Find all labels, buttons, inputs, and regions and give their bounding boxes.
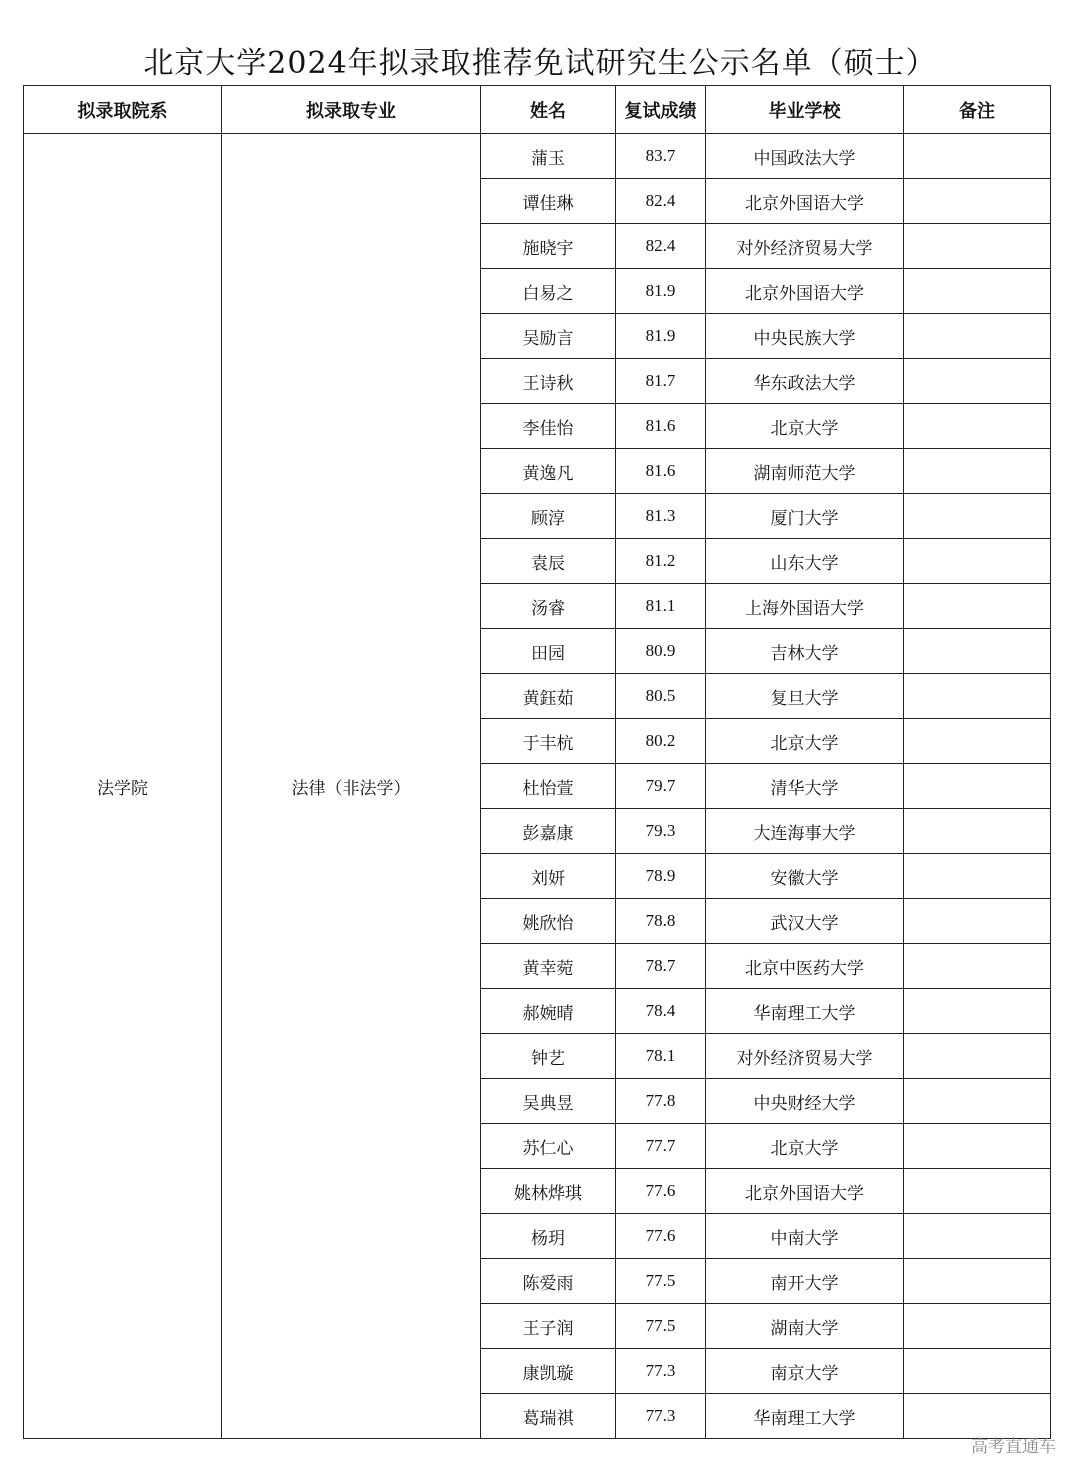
school-cell: 厦门大学 [706, 494, 904, 539]
score-cell: 77.5 [616, 1304, 706, 1349]
name-cell: 陈爱雨 [481, 1259, 616, 1304]
name-cell: 姚欣怡 [481, 899, 616, 944]
note-cell [904, 1124, 1051, 1169]
school-cell: 北京外国语大学 [706, 1169, 904, 1214]
school-cell: 北京大学 [706, 1124, 904, 1169]
score-cell: 81.9 [616, 314, 706, 359]
note-cell [904, 1349, 1051, 1394]
name-cell: 袁辰 [481, 539, 616, 584]
note-cell [904, 539, 1051, 584]
note-cell [904, 1304, 1051, 1349]
score-cell: 81.7 [616, 359, 706, 404]
score-cell: 81.9 [616, 269, 706, 314]
note-cell [904, 1079, 1051, 1124]
score-cell: 81.6 [616, 449, 706, 494]
table-row [24, 134, 1051, 179]
admission-table [23, 85, 1051, 1439]
note-cell [904, 764, 1051, 809]
note-cell [904, 854, 1051, 899]
score-cell: 81.6 [616, 404, 706, 449]
school-cell: 中央民族大学 [706, 314, 904, 359]
note-cell [904, 1034, 1051, 1079]
note-cell [904, 1169, 1051, 1214]
school-cell: 北京大学 [706, 404, 904, 449]
name-cell: 杨玥 [481, 1214, 616, 1259]
note-cell [904, 989, 1051, 1034]
name-cell: 黄幸菀 [481, 944, 616, 989]
note-cell [904, 359, 1051, 404]
school-cell: 中央财经大学 [706, 1079, 904, 1124]
note-cell [904, 809, 1051, 854]
note-cell [904, 494, 1051, 539]
department-cell: 法学院 [24, 134, 222, 1439]
header-major: 拟录取专业 [222, 86, 481, 134]
header-name: 姓名 [481, 86, 616, 134]
score-cell: 81.3 [616, 494, 706, 539]
note-cell [904, 1259, 1051, 1304]
header-school: 毕业学校 [706, 86, 904, 134]
school-cell: 对外经济贸易大学 [706, 1034, 904, 1079]
name-cell: 郝婉晴 [481, 989, 616, 1034]
score-cell: 83.7 [616, 134, 706, 179]
name-cell: 姚林烨琪 [481, 1169, 616, 1214]
score-cell: 78.1 [616, 1034, 706, 1079]
score-cell: 82.4 [616, 179, 706, 224]
score-cell: 81.1 [616, 584, 706, 629]
watermark-text: 高考直通车 [971, 1437, 1056, 1457]
score-cell: 77.5 [616, 1259, 706, 1304]
name-cell: 彭嘉康 [481, 809, 616, 854]
name-cell: 王子润 [481, 1304, 616, 1349]
school-cell: 华南理工大学 [706, 1394, 904, 1439]
school-cell: 华东政法大学 [706, 359, 904, 404]
score-cell: 78.4 [616, 989, 706, 1034]
score-cell: 80.2 [616, 719, 706, 764]
school-cell: 安徽大学 [706, 854, 904, 899]
note-cell [904, 224, 1051, 269]
score-cell: 80.9 [616, 629, 706, 674]
note-cell [904, 899, 1051, 944]
school-cell: 中南大学 [706, 1214, 904, 1259]
note-cell [904, 404, 1051, 449]
table-body [24, 134, 1051, 1439]
score-cell: 77.3 [616, 1349, 706, 1394]
score-cell: 80.5 [616, 674, 706, 719]
name-cell: 黄鈺茹 [481, 674, 616, 719]
name-cell: 康凯璇 [481, 1349, 616, 1394]
note-cell [904, 269, 1051, 314]
school-cell: 中国政法大学 [706, 134, 904, 179]
header-note: 备注 [904, 86, 1051, 134]
name-cell: 苏仁心 [481, 1124, 616, 1169]
school-cell: 华南理工大学 [706, 989, 904, 1034]
score-cell: 77.3 [616, 1394, 706, 1439]
name-cell: 汤睿 [481, 584, 616, 629]
school-cell: 复旦大学 [706, 674, 904, 719]
note-cell [904, 1214, 1051, 1259]
name-cell: 顾淳 [481, 494, 616, 539]
name-cell: 钟艺 [481, 1034, 616, 1079]
note-cell [904, 944, 1051, 989]
score-cell: 77.6 [616, 1169, 706, 1214]
note-cell [904, 449, 1051, 494]
school-cell: 北京大学 [706, 719, 904, 764]
score-cell: 77.8 [616, 1079, 706, 1124]
name-cell: 李佳怡 [481, 404, 616, 449]
school-cell: 武汉大学 [706, 899, 904, 944]
table-header-row [24, 86, 1051, 134]
name-cell: 蒲玉 [481, 134, 616, 179]
score-cell: 79.7 [616, 764, 706, 809]
name-cell: 葛瑞祺 [481, 1394, 616, 1439]
school-cell: 吉林大学 [706, 629, 904, 674]
note-cell [904, 719, 1051, 764]
name-cell: 刘妍 [481, 854, 616, 899]
school-cell: 北京外国语大学 [706, 269, 904, 314]
score-cell: 78.9 [616, 854, 706, 899]
name-cell: 谭佳琳 [481, 179, 616, 224]
score-cell: 77.7 [616, 1124, 706, 1169]
note-cell [904, 179, 1051, 224]
school-cell: 北京中医药大学 [706, 944, 904, 989]
score-cell: 82.4 [616, 224, 706, 269]
school-cell: 对外经济贸易大学 [706, 224, 904, 269]
school-cell: 上海外国语大学 [706, 584, 904, 629]
score-cell: 81.2 [616, 539, 706, 584]
header-score: 复试成绩 [616, 86, 706, 134]
score-cell: 78.7 [616, 944, 706, 989]
note-cell [904, 584, 1051, 629]
score-cell: 78.8 [616, 899, 706, 944]
page-title: 北京大学2024年拟录取推荐免试研究生公示名单（硕士） [143, 46, 937, 81]
score-cell: 79.3 [616, 809, 706, 854]
school-cell: 南开大学 [706, 1259, 904, 1304]
note-cell [904, 629, 1051, 674]
note-cell [904, 314, 1051, 359]
name-cell: 吴励言 [481, 314, 616, 359]
school-cell: 北京外国语大学 [706, 179, 904, 224]
name-cell: 杜怡萱 [481, 764, 616, 809]
name-cell: 施晓宇 [481, 224, 616, 269]
name-cell: 于丰杭 [481, 719, 616, 764]
note-cell [904, 674, 1051, 719]
school-cell: 湖南大学 [706, 1304, 904, 1349]
name-cell: 吴典昱 [481, 1079, 616, 1124]
header-department: 拟录取院系 [24, 86, 222, 134]
school-cell: 山东大学 [706, 539, 904, 584]
name-cell: 黄逸凡 [481, 449, 616, 494]
school-cell: 大连海事大学 [706, 809, 904, 854]
note-cell [904, 134, 1051, 179]
school-cell: 南京大学 [706, 1349, 904, 1394]
score-cell: 77.6 [616, 1214, 706, 1259]
major-cell: 法律（非法学） [222, 134, 481, 1439]
name-cell: 田园 [481, 629, 616, 674]
name-cell: 王诗秋 [481, 359, 616, 404]
school-cell: 清华大学 [706, 764, 904, 809]
school-cell: 湖南师范大学 [706, 449, 904, 494]
name-cell: 白易之 [481, 269, 616, 314]
